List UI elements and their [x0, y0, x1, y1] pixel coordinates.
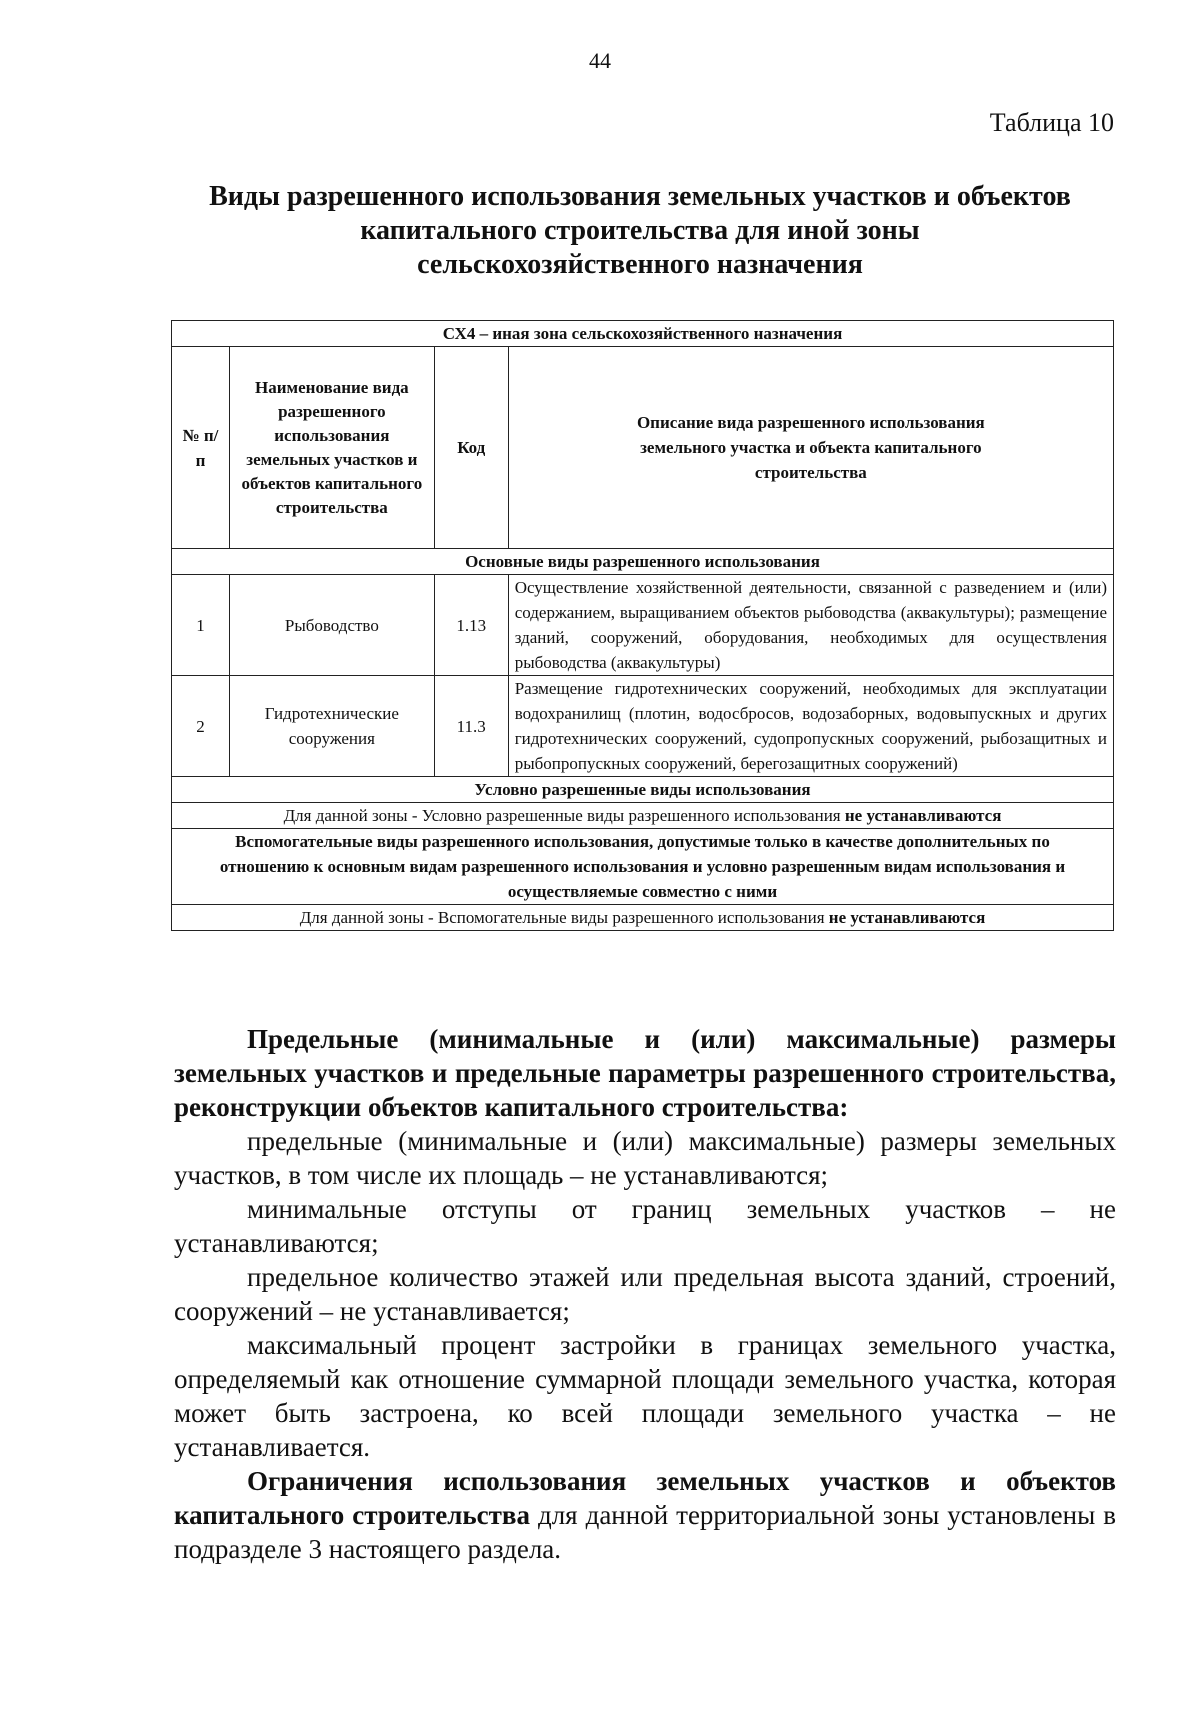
- col-name-header: Наименование вида разрешенного использования земельных участков и объектов капитального строительства: [229, 347, 434, 549]
- column-header-row: [172, 347, 1114, 549]
- limits-section: [174, 1022, 1116, 1566]
- auxiliary-section-header: Вспомогательные виды разрешенного использования, допустимые только в качестве дополнительных по отношению к основным видам разрешенного использования и условно разрешенным видам использования и осуществляемые совместно с ними: [172, 829, 1114, 905]
- row-num: 1: [172, 575, 230, 676]
- note-row: [172, 803, 1114, 829]
- title-line: капитального строительства для иной зоны: [360, 215, 920, 246]
- row-num: 2: [172, 676, 230, 777]
- limit-item: минимальные отступы от границ земельных участков – не устанавливаются;: [174, 1194, 1116, 1258]
- conditional-section-header: Условно разрешенные виды использования: [172, 777, 1114, 803]
- col-description-header: Описание вида разрешенного использования земельного участка и объекта капитального строительства: [508, 347, 1113, 549]
- limits-heading: Предельные (минимальные и (или) максимальные) размеры земельных участков и предельные параметры разрешенного строительства, реконструкции объектов капитального строительства:: [174, 1024, 1116, 1122]
- row-description: Осуществление хозяйственной деятельности, связанной с разведением и (или) содержанием, выращиванием объектов рыбоводства (аквакультуры); размещение зданий, сооружений, оборудования, необходимых для осуществления рыбоводства (аквакультуры): [508, 575, 1113, 676]
- note-row: [172, 905, 1114, 931]
- conditional-note: [172, 803, 1114, 829]
- section-row: [172, 549, 1114, 575]
- table-label: Таблица 10: [989, 108, 1114, 137]
- limit-item: максимальный процент застройки в границах земельного участка, определяемый как отношение суммарной площади земельного участка, которая может быть застроена, ко всей площади земельного участка – не устанавливается.: [174, 1330, 1116, 1462]
- row-name: Рыбоводство: [229, 575, 434, 676]
- table-row: [172, 575, 1114, 676]
- limit-item: предельные (минимальные и (или) максимальные) размеры земельных участков, в том числе их площадь – не устанавливаются;: [174, 1126, 1116, 1190]
- restrictions-bold: Ограничения использования земельных участков и объектов капитального строительства: [174, 1466, 1116, 1530]
- col-num-header: № п/п: [172, 347, 230, 549]
- row-code: 11.3: [434, 676, 508, 777]
- title-line: сельскохозяйственного назначения: [417, 249, 863, 280]
- auxiliary-note-emphasis: не устанавливаются: [828, 908, 986, 927]
- conditional-note-text: Для данной зоны - Условно разрешенные виды разрешенного использования: [283, 806, 841, 825]
- section-row: [172, 777, 1114, 803]
- row-name: Гидротехнические сооружения: [229, 676, 434, 777]
- restrictions-paragraph: [174, 1464, 1116, 1566]
- section-row: [172, 829, 1114, 905]
- col-code-header: Код: [434, 347, 508, 549]
- document-title: [160, 180, 1120, 282]
- main-section-header: Основные виды разрешенного использования: [172, 549, 1114, 575]
- limit-item: предельное количество этажей или предельная высота зданий, строений, сооружений – не устанавливается;: [174, 1262, 1116, 1326]
- auxiliary-note: [172, 905, 1114, 931]
- zone-header-row: [172, 321, 1114, 347]
- zone-header: СХ4 – иная зона сельскохозяйственного назначения: [172, 321, 1114, 347]
- auxiliary-note-text: Для данной зоны - Вспомогательные виды разрешенного использования: [299, 908, 825, 927]
- conditional-note-emphasis: не устанавливаются: [844, 806, 1002, 825]
- restrictions-rest: для данной территориальной зоны установлены в подразделе 3 настоящего раздела.: [174, 1500, 1116, 1564]
- title-line: Виды разрешенного использования земельных участков и объектов: [209, 181, 1071, 212]
- permitted-use-table: [171, 320, 1114, 931]
- page-number: 44: [589, 48, 611, 73]
- row-code: 1.13: [434, 575, 508, 676]
- table-row: [172, 676, 1114, 777]
- row-description: Размещение гидротехнических сооружений, необходимых для эксплуатации водохранилищ (плотин, водосбросов, водозаборных, водовыпускных и других гидротехнических сооружений, судопропускных сооружений, рыбозащитных и рыбопропускных сооружений, берегозащитных сооружений): [508, 676, 1113, 777]
